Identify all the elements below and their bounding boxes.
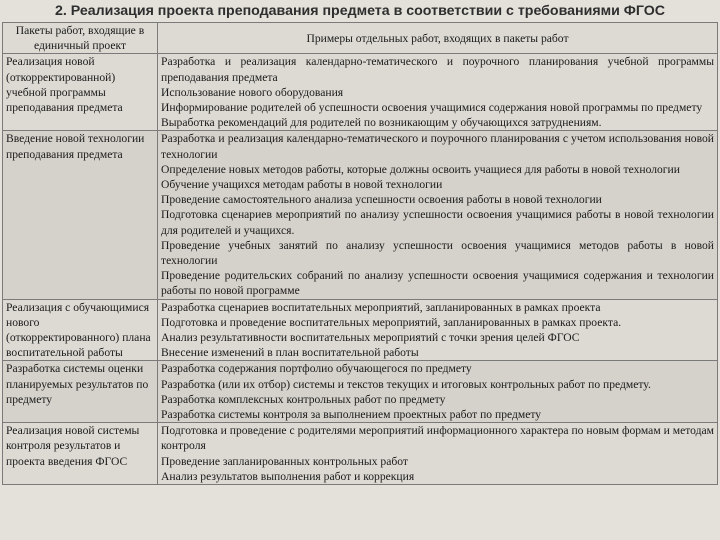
table-row <box>3 131 718 299</box>
work-item: Разработка системы контроля за выполнением проектных работ по предмету <box>161 408 542 422</box>
work-item: Информирование родителей об успешности освоения учащимися содержания новой программы по предмету <box>161 101 703 115</box>
work-item: Разработка сценариев воспитательных мероприятий, запланированных в рамках проекта <box>161 300 601 314</box>
package-cell: Введение новой технологии преподавания предмета <box>3 131 158 299</box>
work-item: Определение новых методов работы, которые должны освоить учащиеся для работы в новой технологии <box>161 162 680 176</box>
works-cell <box>158 54 718 131</box>
works-cell <box>158 299 718 361</box>
header-works: Примеры отдельных работ, входящих в пакеты работ <box>158 23 718 54</box>
work-item: Проведение запланированных контрольных работ <box>161 454 408 468</box>
work-item: Выработка рекомендаций для родителей по возникающим у обучающихся затруднениям. <box>161 116 602 130</box>
table-row <box>3 361 718 423</box>
work-item: Разработка и реализация календарно-тематического и поурочного планирования с учетом использования новой технологии <box>161 132 714 161</box>
table-row <box>3 423 718 485</box>
header-packages: Пакеты работ, входящие в единичный проект <box>3 23 158 54</box>
work-packages-table <box>2 22 718 485</box>
work-item: Подготовка сценариев мероприятий по анализу успешности освоения учащимися работы в новой технологии для родителей и учащихся. <box>161 208 714 237</box>
work-item: Проведение родительских собраний по анализу успешности освоения учащимися содержания и технологии работы по новой программе <box>161 269 714 298</box>
work-item: Проведение самостоятельного анализа успешности освоения работы в новой технологии <box>161 193 602 207</box>
work-item: Внесение изменений в план воспитательной работы <box>161 346 419 360</box>
works-cell <box>158 131 718 299</box>
work-item: Анализ результатов выполнения работ и коррекция <box>161 469 415 483</box>
table-row <box>3 299 718 361</box>
work-item: Подготовка и проведение воспитательных мероприятий, запланированных в рамках проекта. <box>161 315 622 329</box>
package-cell: Реализация с обучающимися нового (откорректированного) плана воспитательной работы <box>3 299 158 361</box>
work-item: Разработка и реализация календарно-тематического и поурочного планирования учебной программы преподавания предмета <box>161 55 714 84</box>
works-cell <box>158 423 718 485</box>
package-cell: Разработка системы оценки планируемых результатов по предмету <box>3 361 158 423</box>
package-cell: Реализация новой системы контроля результатов и проекта введения ФГОС <box>3 423 158 485</box>
table-row <box>3 54 718 131</box>
work-item: Обучение учащихся методам работы в новой технологии <box>161 178 443 192</box>
package-cell: Реализация новой (откорректированной) учебной программы преподавания предмета <box>3 54 158 131</box>
page-title: 2. Реализация проекта преподавания предмета в соответствии с требованиями ФГОС <box>0 0 720 22</box>
work-item: Проведение учебных занятий по анализу успешности освоения учащимися методов работы в новой технологии <box>161 238 714 268</box>
works-cell <box>158 361 718 423</box>
work-item: Разработка (или их отбор) системы и текстов текущих и итоговых контрольных работ по предмету. <box>161 377 651 391</box>
work-item: Подготовка и проведение с родителями мероприятий информационного характера по новым формам и методам контроля <box>161 424 714 453</box>
work-item: Анализ результативности воспитательных мероприятий с точки зрения целей ФГОС <box>161 331 580 345</box>
work-item: Разработка содержания портфолио обучающегося по предмету <box>161 362 472 376</box>
table-header-row <box>3 23 718 54</box>
work-item: Разработка комплексных контрольных работ по предмету <box>161 392 446 406</box>
work-item: Использование нового оборудования <box>161 85 344 99</box>
